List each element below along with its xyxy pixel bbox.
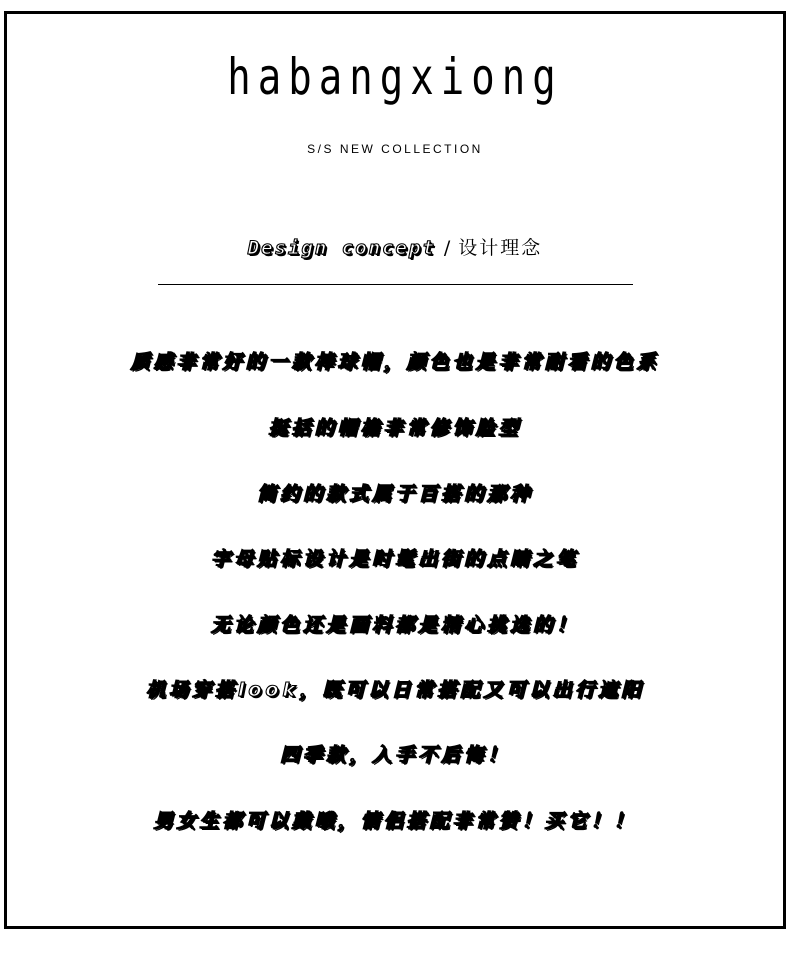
- description-line: 字母贴标设计是时髦出街的点睛之笔: [210, 548, 579, 570]
- brand-title: habangxiong: [227, 48, 563, 106]
- section-title-en: Design concept: [247, 237, 436, 259]
- description-line: 机场穿搭look，既可以日常搭配又可以出行遮阳: [145, 679, 645, 701]
- description-line: 男女生都可以戴哦，情侣搭配非常赞！买它！！: [153, 810, 637, 832]
- description-line: 无论颜色还是面料都是精心挑选的！: [210, 614, 579, 636]
- collection-subtitle: S/S NEW COLLECTION: [307, 142, 483, 156]
- description-line: 四季款，入手不后悔！: [279, 744, 510, 766]
- section-divider: [158, 284, 633, 285]
- description-line: 质感非常好的一款棒球帽，颜色也是非常耐看的色系: [130, 351, 660, 373]
- section-heading: [0, 235, 790, 261]
- section-title-separator: /: [443, 237, 451, 259]
- description-line: 简约的款式属于百搭的那种: [256, 483, 533, 505]
- section-title-zh: 设计理念: [458, 237, 543, 259]
- description-line: 挺括的帽檐非常修饰脸型: [268, 417, 522, 439]
